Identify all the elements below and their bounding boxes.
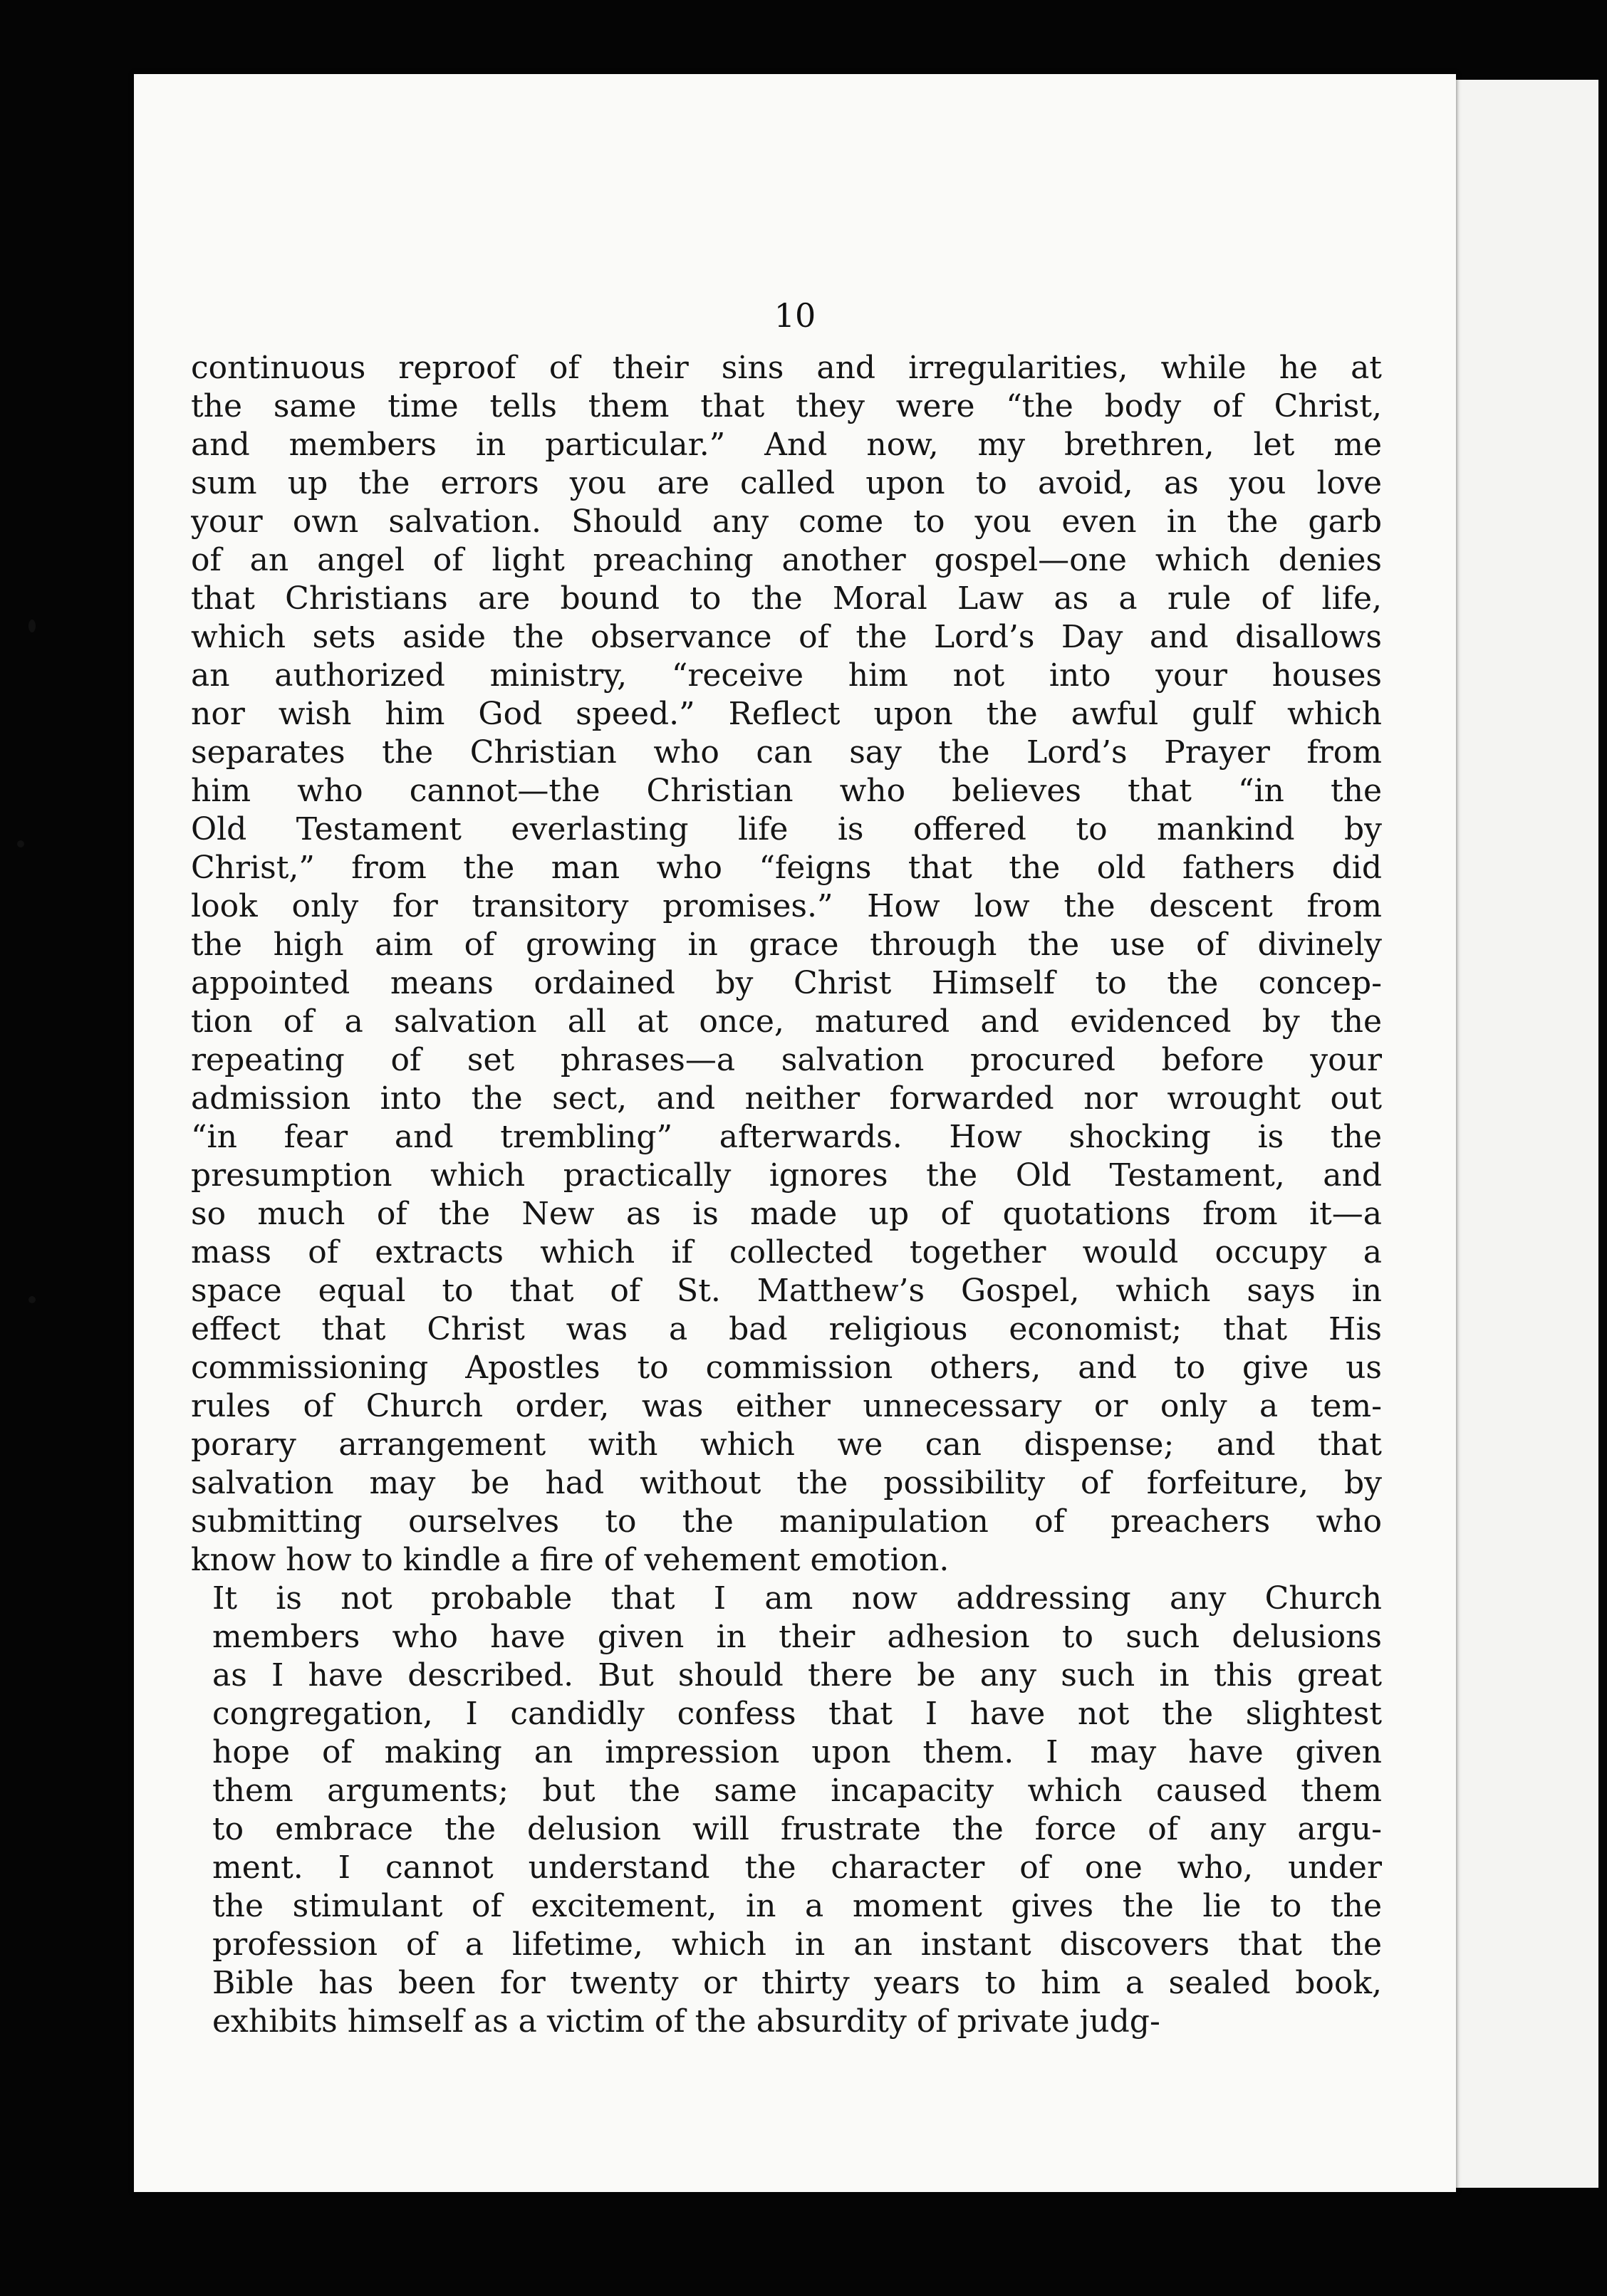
text-line: of an angel of light preaching another gospel—one which denies <box>191 542 1382 578</box>
text-line: Old Testament everlasting life is offered to mankind by <box>191 811 1382 847</box>
text-line: know how to kindle a fire of vehement emotion. <box>191 1542 950 1578</box>
text-line: admission into the sect, and neither forwarded nor wrought out <box>191 1080 1382 1117</box>
text-line: continuous reproof of their sins and irregularities, while he at <box>191 350 1382 386</box>
text-line: mass of extracts which if collected together would occupy a <box>191 1234 1382 1270</box>
text-line: ment. I cannot understand the character of one who, under <box>212 1849 1382 1886</box>
text-line: hope of making an impression upon them. I may have given <box>212 1734 1382 1770</box>
text-line: commissioning Apostles to commission others, and to give us <box>191 1350 1382 1386</box>
text-line: “in fear and trembling” afterwards. How shocking is the <box>191 1119 1382 1155</box>
text-line: that Christians are bound to the Moral Law as a rule of life, <box>191 580 1382 617</box>
text-line: appointed means ordained by Christ Himself to the concep- <box>191 965 1382 1001</box>
text-line: the stimulant of excitement, in a moment gives the lie to the <box>212 1888 1382 1924</box>
text-line: members who have given in their adhesion to such delusions <box>212 1619 1382 1655</box>
text-line: congregation, I candidly confess that I have not the slightest <box>212 1696 1382 1732</box>
text-line: separates the Christian who can say the Lord’s Prayer from <box>191 734 1382 771</box>
text-line: Christ,” from the man who “feigns that the old fathers did <box>191 850 1382 886</box>
text-line: which sets aside the observance of the Lord’s Day and disallows <box>191 619 1382 655</box>
text-line: It is not probable that I am now addressing any Church <box>212 1580 1382 1617</box>
body-text <box>191 349 1382 2041</box>
specks <box>17 840 24 847</box>
text-line: submitting ourselves to the manipulation of preachers who <box>191 1503 1382 1540</box>
text-line: your own salvation. Should any come to you even in the garb <box>191 503 1382 540</box>
text-line: the same time tells them that they were “the body of Christ, <box>191 388 1382 424</box>
facing-page-edge <box>1450 80 1598 2188</box>
text-line: porary arrangement with which we can dispense; and that <box>191 1426 1382 1463</box>
text-line: presumption which practically ignores the Old Testament, and <box>191 1157 1382 1194</box>
specks <box>28 620 36 632</box>
text-line: and members in particular.” And now, my brethren, let me <box>191 427 1382 463</box>
text-line: sum up the errors you are called upon to avoid, as you love <box>191 465 1382 501</box>
specks <box>28 1296 36 1303</box>
text-line: rules of Church order, was either unnecessary or only a tem- <box>191 1388 1382 1424</box>
text-line: space equal to that of St. Matthew’s Gospel, which says in <box>191 1273 1382 1309</box>
text-line: as I have described. But should there be any such in this great <box>212 1657 1382 1694</box>
page-number: 10 <box>774 296 816 335</box>
text-line: repeating of set phrases—a salvation procured before your <box>191 1042 1382 1078</box>
text-line: look only for transitory promises.” How low the descent from <box>191 888 1382 924</box>
text-line: nor wish him God speed.” Reflect upon the awful gulf which <box>191 696 1382 732</box>
text-line: tion of a salvation all at once, matured and evidenced by the <box>191 1003 1382 1040</box>
text-line: so much of the New as is made up of quotations from it—a <box>191 1196 1382 1232</box>
text-line: effect that Christ was a bad religious economist; that His <box>191 1311 1382 1347</box>
text-line: Bible has been for twenty or thirty years to him a sealed book, <box>212 1965 1382 2001</box>
document-page <box>134 74 1456 2192</box>
paragraph-1 <box>191 349 1382 1580</box>
text-line: profession of a lifetime, which in an instant discovers that the <box>212 1926 1382 1963</box>
text-line: him who cannot—the Christian who believes that “in the <box>191 773 1382 809</box>
text-line: exhibits himself as a victim of the absurdity of private judg- <box>212 2003 1160 2040</box>
text-line: the high aim of growing in grace through the use of divinely <box>191 927 1382 963</box>
text-line: salvation may be had without the possibility of forfeiture, by <box>191 1465 1382 1501</box>
text-line: them arguments; but the same incapacity which caused them <box>212 1773 1382 1809</box>
paragraph-2 <box>191 1580 1382 2041</box>
text-line: to embrace the delusion will frustrate the force of any argu- <box>212 1811 1382 1847</box>
text-line: an authorized ministry, “receive him not into your houses <box>191 657 1382 694</box>
